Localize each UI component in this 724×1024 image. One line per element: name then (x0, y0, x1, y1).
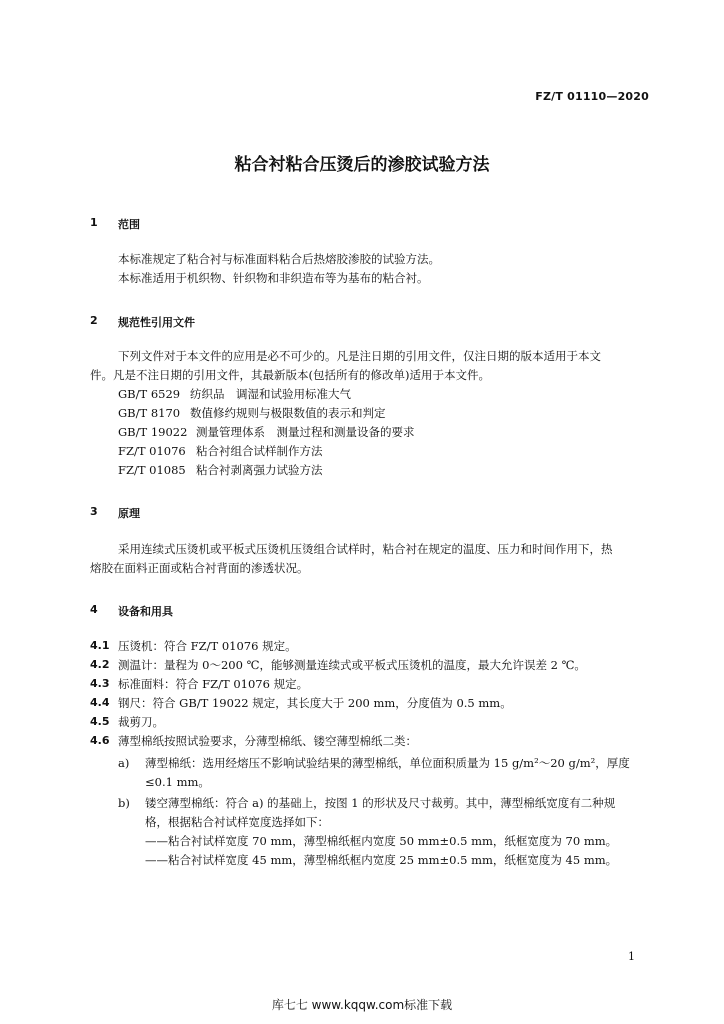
clause-number: 4.6 (90, 734, 110, 747)
sub-item-a-line-1: 薄型棉纸：选用经熔压不影响试验结果的薄型棉纸，单位面积质量为 15 g/m²～20 g/m²，厚度 (145, 756, 630, 770)
document-title: 粘合衬粘合压烫后的渗胶试验方法 (234, 155, 490, 175)
section-2-intro-line-1: 下列文件对于本文件的应用是必不可少的。凡是注日期的引用文件，仅注日期的版本适用于本文 (118, 349, 601, 363)
reference-code: GB/T 19022 (118, 425, 188, 439)
clause-text: 测温计：量程为 0～200 ℃，能够测量连续式或平板式压烫机的温度，最大允许误差 2 ℃。 (118, 658, 586, 672)
reference-code: GB/T 8170 (118, 406, 181, 420)
section-2-intro-line-2: 件。凡是不注日期的引用文件，其最新版本(包括所有的修改单)适用于本文件。 (90, 368, 490, 382)
sub-item-b-dash-1: ——粘合衬试样宽度 70 mm，薄型棉纸框内宽度 50 mm±0.5 mm，纸框宽度为 70 mm。 (145, 834, 618, 848)
section-2-heading: 规范性引用文件 (118, 316, 195, 329)
reference-title: 测量管理体系 测量过程和测量设备的要求 (196, 425, 415, 439)
clause-number: 4.2 (90, 658, 110, 671)
clause-number: 4.3 (90, 677, 110, 690)
clause-text: 薄型棉纸按照试验要求，分薄型棉纸、镂空薄型棉纸二类： (118, 734, 417, 748)
sub-item-a-label: a) (118, 756, 130, 770)
section-2-number: 2 (90, 314, 98, 327)
reference-title: 粘合衬组合试样制作方法 (196, 444, 323, 458)
section-1-number: 1 (90, 216, 98, 229)
section-3-number: 3 (90, 505, 98, 518)
section-1-paragraph-2: 本标准适用于机织物、针织物和非织造布等为基布的粘合衬。 (118, 271, 429, 285)
section-1-heading: 范围 (118, 218, 140, 231)
clause-text: 钢尺：符合 GB/T 19022 规定，其长度大于 200 mm，分度值为 0.5 mm。 (118, 696, 512, 710)
clause-number: 4.1 (90, 639, 110, 652)
section-4-number: 4 (90, 603, 98, 616)
reference-title: 粘合衬剥离强力试验方法 (196, 463, 323, 477)
reference-code: FZ/T 01085 (118, 463, 186, 477)
clause-text: 压烫机：符合 FZ/T 01076 规定。 (118, 639, 297, 653)
clause-text: 标准面料：符合 FZ/T 01076 规定。 (118, 677, 309, 691)
reference-code: GB/T 6529 (118, 387, 181, 401)
sub-item-a-line-2: ≤0.1 mm。 (145, 775, 210, 789)
section-3-line-2: 熔胶在面料正面或粘合衬背面的渗透状况。 (90, 561, 309, 575)
standard-code: FZ/T 01110—2020 (535, 90, 649, 103)
sub-item-b-label: b) (118, 796, 130, 810)
page-number: 1 (628, 950, 635, 963)
section-3-heading: 原理 (118, 507, 140, 520)
clause-text: 裁剪刀。 (118, 715, 164, 729)
clause-number: 4.5 (90, 715, 110, 728)
section-1-paragraph-1: 本标准规定了粘合衬与标准面料粘合后热熔胶渗胶的试验方法。 (118, 252, 440, 266)
sub-item-b-dash-2: ——粘合衬试样宽度 45 mm，薄型棉纸框内宽度 25 mm±0.5 mm，纸框宽度为 45 mm。 (145, 853, 618, 867)
clause-number: 4.4 (90, 696, 110, 709)
reference-title: 纺织品 调湿和试验用标准大气 (190, 387, 351, 401)
reference-title: 数值修约规则与极限数值的表示和判定 (190, 406, 386, 420)
section-4-heading: 设备和用具 (118, 605, 173, 618)
footer-watermark: 库七七 www.kqqw.com标准下载 (271, 998, 453, 1012)
reference-code: FZ/T 01076 (118, 444, 186, 458)
sub-item-b-line-2: 格，根据粘合衬试样宽度选择如下： (145, 815, 329, 829)
section-3-line-1: 采用连续式压烫机或平板式压烫机压烫组合试样时，粘合衬在规定的温度、压力和时间作用下，热 (118, 542, 613, 556)
sub-item-b-line-1: 镂空薄型棉纸：符合 a) 的基础上，按图 1 的形状及尺寸裁剪。其中，薄型棉纸宽度有二种规 (145, 796, 616, 810)
